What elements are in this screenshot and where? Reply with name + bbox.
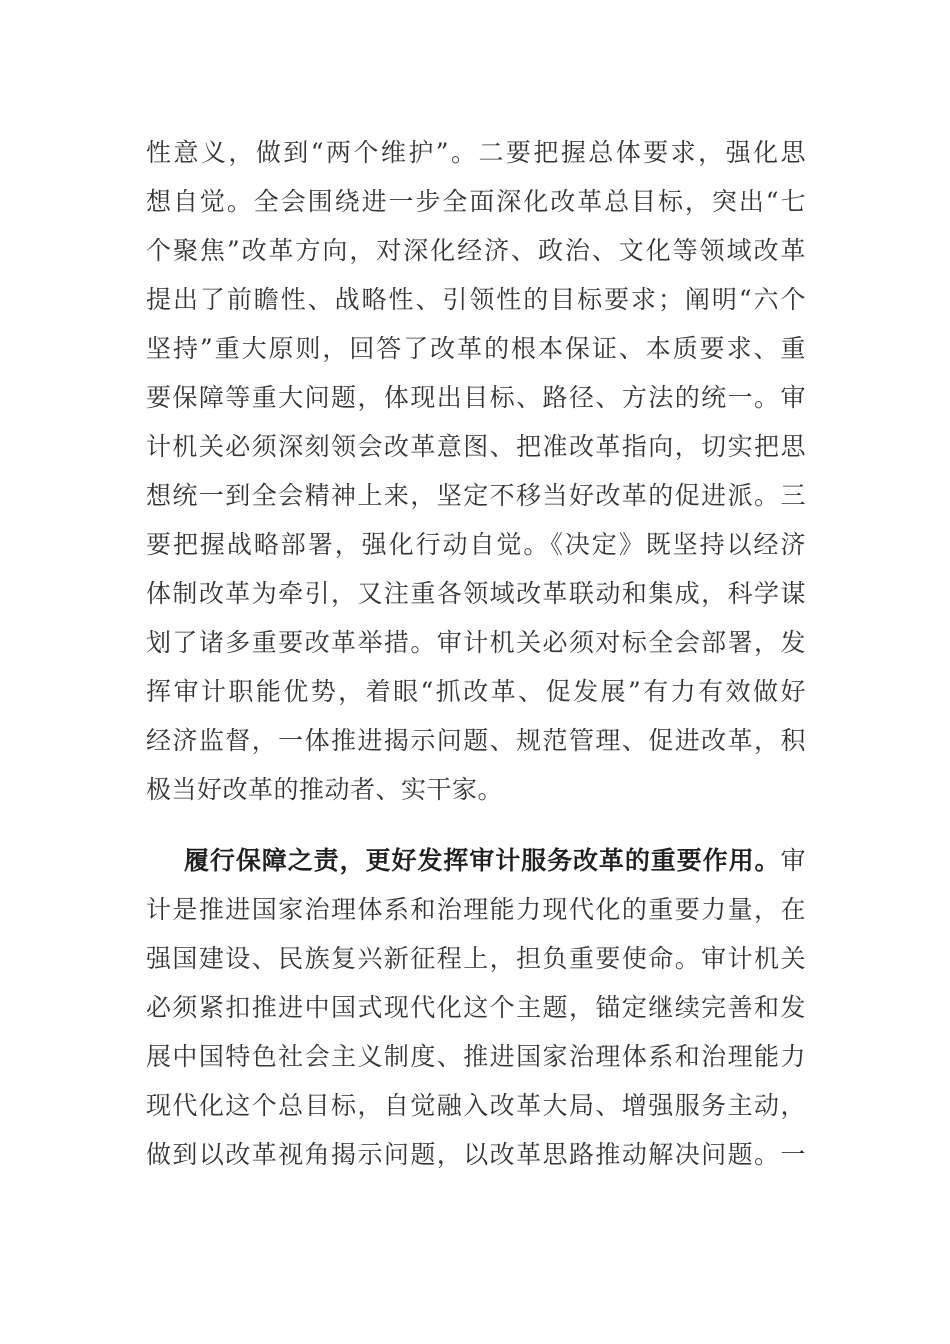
paragraph-2 — [146, 836, 806, 1179]
paragraph-line: 划了诸多重要改革举措。审计机关必须对标全会部署，发 — [146, 628, 806, 657]
paragraph-line: 强国建设、民族复兴新征程上，担负重要使命。审计机关 — [146, 944, 806, 973]
paragraph-line: 性意义，做到“两个维护”。二要把握总体要求，强化思 — [146, 138, 806, 167]
paragraph-line: 坚持”重大原则，回答了改革的根本保证、本质要求、重 — [146, 334, 806, 363]
paragraph-1 — [146, 128, 806, 814]
paragraph-line: 想自觉。全会围绕进一步全面深化改革总目标，突出“七 — [146, 187, 806, 216]
paragraph-line: 要保障等重大问题，体现出目标、路径、方法的统一。审 — [146, 383, 806, 412]
paragraph-line: 经济监督，一体推进揭示问题、规范管理、促进改革，积 — [146, 726, 806, 755]
paragraph-line: 展中国特色社会主义制度、推进国家治理体系和治理能力 — [146, 1042, 806, 1071]
paragraph-line: 提出了前瞻性、战略性、引领性的目标要求；阐明“六个 — [146, 285, 806, 314]
paragraph-line: 现代化这个总目标，自觉融入改革大局、增强服务主动， — [146, 1091, 806, 1120]
paragraph-line: 体制改革为牵引，又注重各领域改革联动和集成，科学谋 — [146, 579, 806, 608]
bold-lead-sentence: 履行保障之责，更好发挥审计服务改革的重要作用。 — [184, 846, 781, 875]
paragraph-line: 计机关必须深刻领会改革意图、把准改革指向，切实把思 — [146, 432, 806, 461]
paragraph-line: 计是推进国家治理体系和治理能力现代化的重要力量，在 — [146, 895, 806, 924]
paragraph-line: 要把握战略部署，强化行动自觉。《决定》既坚持以经济 — [146, 530, 806, 559]
paragraph-line: 极当好改革的推动者、实干家。 — [146, 775, 504, 804]
paragraph-line: 想统一到全会精神上来，坚定不移当好改革的促进派。三 — [146, 481, 806, 510]
paragraph-line: 必须紧扣推进中国式现代化这个主题，锚定继续完善和发 — [146, 993, 806, 1022]
paragraph-line-rest: 审 — [780, 846, 806, 875]
paragraph-line: 做到以改革视角揭示问题，以改革思路推动解决问题。一 — [146, 1140, 806, 1169]
paragraph-first-line — [146, 836, 806, 885]
paragraph-line: 个聚焦”改革方向，对深化经济、政治、文化等领域改革 — [146, 236, 806, 265]
paragraph-line: 挥审计职能优势，着眼“抓改革、促发展”有力有效做好 — [146, 677, 806, 706]
